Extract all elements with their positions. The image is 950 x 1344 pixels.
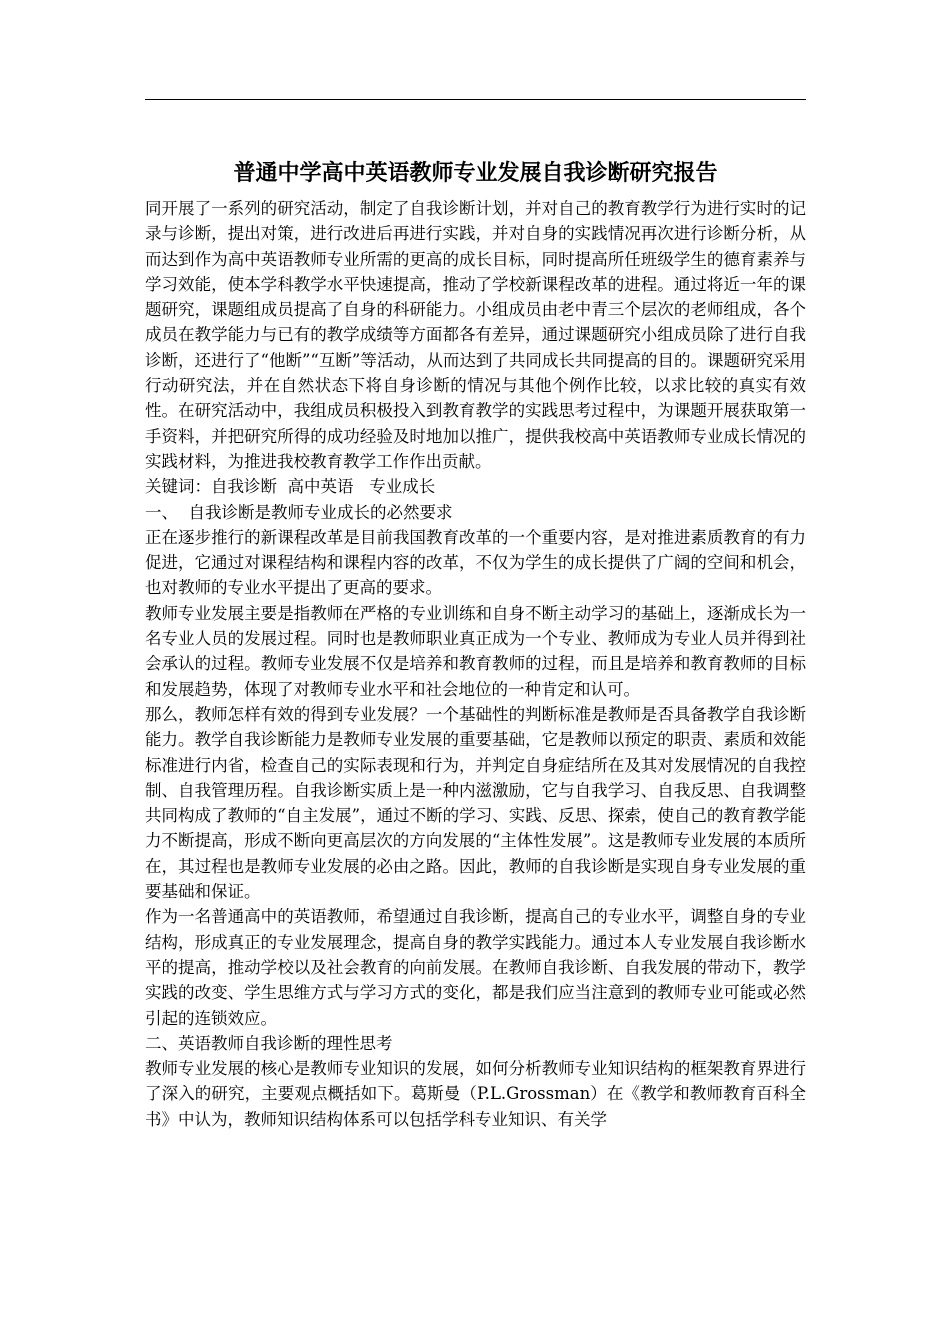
intro-paragraph: 同开展了一系列的研究活动，制定了自我诊断计划，并对自己的教育教学行为进行实时的记录与诊断，提出对策，进行改进后再进行实践，并对自身的实践情况再次进行诊断分析，从而达到作为高中英语教师专业所需的更高的成长目标，同时提高所任班级学生的德育素养与学习效能，使本学科教学水平快速提高，推动了学校新课程改革的进程。通过将近一年的课题研究，课题组成员提高了自身的科研能力。小组成员由老中青三个层次的老师组成，各个成员在教学能力与已有的教学成绩等方面都各有差异，通过课题研究小组成员除了进行自我诊断，还进行了“他断”“互断”等活动，从而达到了共同成长共同提高的目的。课题研究采用行动研究法，并在自然状态下将自身诊断的情况与其他个例作比较，以求比较的真实有效性。在研究活动中，我组成员积极投入到教育教学的实践思考过程中，为课题开展获取第一手资料，并把研究所得的成功经验及时地加以推广，提供我校高中英语教师专业成长情况的实践材料，为推进我校教育教学工作作出贡献。 — [145, 199, 806, 471]
section-heading-2: 二、英语教师自我诊断的理性思考 — [145, 1033, 393, 1053]
body-paragraph: 正在逐步推行的新课程改革是目前我国教育改革的一个重要内容，是对推进素质教育的有力促进，它通过对课程结构和课程内容的改革，不仅为学生的成长提供了广阔的空间和机会，也对教师的专业水平提出了更高的要求。 — [145, 527, 806, 598]
document-title: 普通中学高中英语教师专业发展自我诊断研究报告 — [233, 160, 718, 186]
body-paragraph: 教师专业发展主要是指教师在严格的专业训练和自身不断主动学习的基础上，逐渐成长为一名专业人员的发展过程。同时也是教师职业真正成为一个专业、教师成为专业人员并得到社会承认的过程。教师专业发展不仅是培养和教育教师的过程，而且是培养和教育教师的目标和发展趋势，体现了对教师专业水平和社会地位的一种肯定和认可。 — [145, 603, 806, 699]
body-paragraph: 作为一名普通高中的英语教师，希望通过自我诊断，提高自己的专业水平，调整自身的专业结构，形成真正的专业发展理念，提高自身的教学实践能力。通过本人专业发展自我诊断水平的提高，推动学校以及社会教育的向前发展。在教师自我诊断、自我发展的带动下，教学实践的改变、学生思维方式与学习方式的变化，都是我们应当注意到的教师专业可能或必然引起的连锁效应。 — [145, 907, 806, 1028]
body-paragraph: 那么，教师怎样有效的得到专业发展？一个基础性的判断标准是教师是否具备教学自我诊断能力。教学自我诊断能力是教师专业发展的重要基础，它是教师以预定的职责、素质和效能标准进行内省，检查自己的实际表现和行为，并判定自身症结所在及其对发展情况的自我控制、自我管理历程。自我诊断实质上是一种内滋激励，它与自我学习、自我反思、自我调整共同构成了教师的“自主发展”，通过不断的学习、实践、反思、探索，使自己的教育教学能力不断提高，形成不断向更高层次的方向发展的“主体性发展”。这是教师专业发展的本质所在，其过程也是教师专业发展的必由之路。因此，教师的自我诊断是实现自身专业发展的重要基础和保证。 — [145, 704, 806, 902]
section-heading-1: 一、 自我诊断是教师专业成长的必然要求 — [145, 502, 453, 522]
header-rule — [145, 99, 806, 100]
keywords-line: 关键词：自我诊断 高中英语 专业成长 — [145, 477, 436, 497]
body-paragraph: 教师专业发展的核心是教师专业知识的发展，如何分析教师专业知识结构的框架教育界进行了深入的研究，主要观点概括如下。葛斯曼（P.L.Grossman）在《教学和教师教育百科全书》中认为，教师知识结构体系可以包括学科专业知识、有关学 — [145, 1059, 806, 1129]
document-body — [145, 196, 806, 1132]
